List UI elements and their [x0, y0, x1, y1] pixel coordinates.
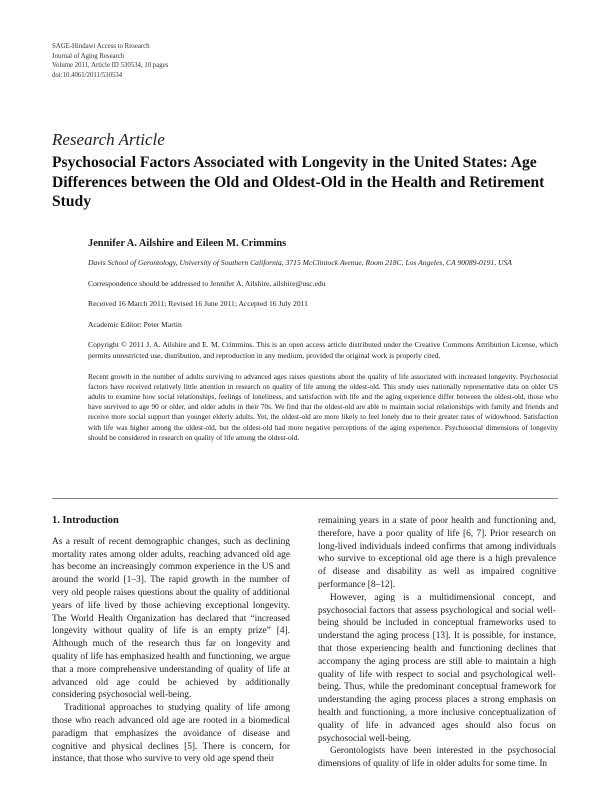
correspondence: Correspondence should be addressed to Jennifer A. Ailshire, ailshire@usc.edu	[88, 278, 326, 288]
journal-name: Journal of Aging Research	[52, 52, 125, 60]
section-divider	[52, 498, 558, 499]
front-matter	[88, 238, 558, 443]
publisher-line: SAGE-Hindawi Access to Research	[52, 43, 150, 50]
copyright-notice: Copyright © 2011 J. A. Ailshire and E. M. Crimmins. This is an open access article distributed under the Creative Commons Attribution License, which permits unrestricted use, distribution, and reproduction in any medium, provided the original work is properly cited.	[88, 340, 558, 360]
journal-meta	[52, 42, 168, 80]
authors: Jennifer A. Ailshire and Eileen M. Crimmins	[88, 238, 287, 249]
paper-title: Psychosocial Factors Associated with Longevity in the United States: Age Differences between the Old and Oldest-Old in the Health and Retirement Study	[52, 154, 545, 211]
volume-line: Volume 2011, Article ID 530534, 10 pages	[52, 62, 169, 70]
section-heading: 1. Introduction	[52, 515, 119, 526]
article-dates: Received 16 March 2011; Revised 16 June 2011; Accepted 16 July 2011	[88, 299, 308, 309]
paragraph: However, aging is a multidimensional concept, and psychosocial factors that assess psychological and social well-being should be included in conceptual frameworks used to understand the aging process [13]. It is possible, for instance, that those experiencing health and functioning declines that accompany the aging process are still able to maintain a high quality of life with respect to social and psychological well-being. Thus, while the predominant conceptual framework for understanding the aging process places a strong emphasis on health and functioning, a more inclusive conceptualization of quality of life in advanced ages should also focus on psychosocial well-being.	[318, 592, 556, 744]
academic-editor: Academic Editor: Peter Martin	[88, 319, 182, 329]
paragraph: Gerontologists have been interested in the psychosocial dimensions of quality of life in older adults for some time. In	[318, 746, 556, 770]
doi: doi:10.4061/2011/530534	[52, 71, 123, 79]
body-column-left	[52, 515, 290, 766]
abstract: Recent growth in the number of adults surviving to advanced ages raises questions about the quality of life associated with increased longevity. Psychosocial factors have received relatively little attention in research on quality of life among the oldest-old. This study uses nationally representative data on older US adults to examine how social relationships, feelings of loneliness, and satisfaction with life and the aging experience differ between the oldest-old, those who have survived to age 90 or older, and older adults in their 70s. We find that the oldest-old are able to maintain social relationships with family and friends and receive more social support than younger elderly adults. Yet, the oldest-old are more likely to feel lonely due to their greater rates of widowhood. Satisfaction with life was higher among the oldest-old, but the oldest-old had more negative perceptions of the aging experience. Psychosocial dimensions of longevity should be considered in research on quality of life among the oldest-old.	[88, 371, 558, 442]
body-column-right	[318, 515, 556, 771]
paragraph: remaining years in a state of poor health and functioning and, therefore, have a poor quality of life [6, 7]. Prior research on long-lived individuals indeed confirms that among individuals who survive to exceptional old age there is a high prevalence of disease and disability as well as impaired cognitive performance [8–12].	[318, 516, 556, 590]
paragraph: Traditional approaches to studying quality of life among those who reach advanced old age are rooted in a biomedical paradigm that emphasizes the avoidance of disease and cognitive and physical declines [5]. There is concern, for instance, that those who survive to very old age spend their	[52, 703, 290, 765]
affiliation: Davis School of Gerontology, University of Southern California, 3715 McClintock Avenue, Room 218C, Los Angeles, CA 90089-0191, USA	[88, 258, 512, 267]
paragraph: As a result of recent demographic changes, such as declining mortality rates among older adults, reaching advanced old age has become an increasingly common experience in the US and around the world [1–3]. The rapid growth in the number of very old people raises questions about the quality of additional years of life lived by those achieving exceptional longevity. The World Health Organization has declared that “increased longevity without quality of life is an empty prize” [4]. Although much of the research thus far on longevity and quality of life has emphasized health and functioning, we argue that a more comprehensive understanding of quality of life at advanced old age could be achieved by additionally considering psychosocial well-being.	[52, 536, 290, 701]
article-type: Research Article	[52, 130, 165, 149]
